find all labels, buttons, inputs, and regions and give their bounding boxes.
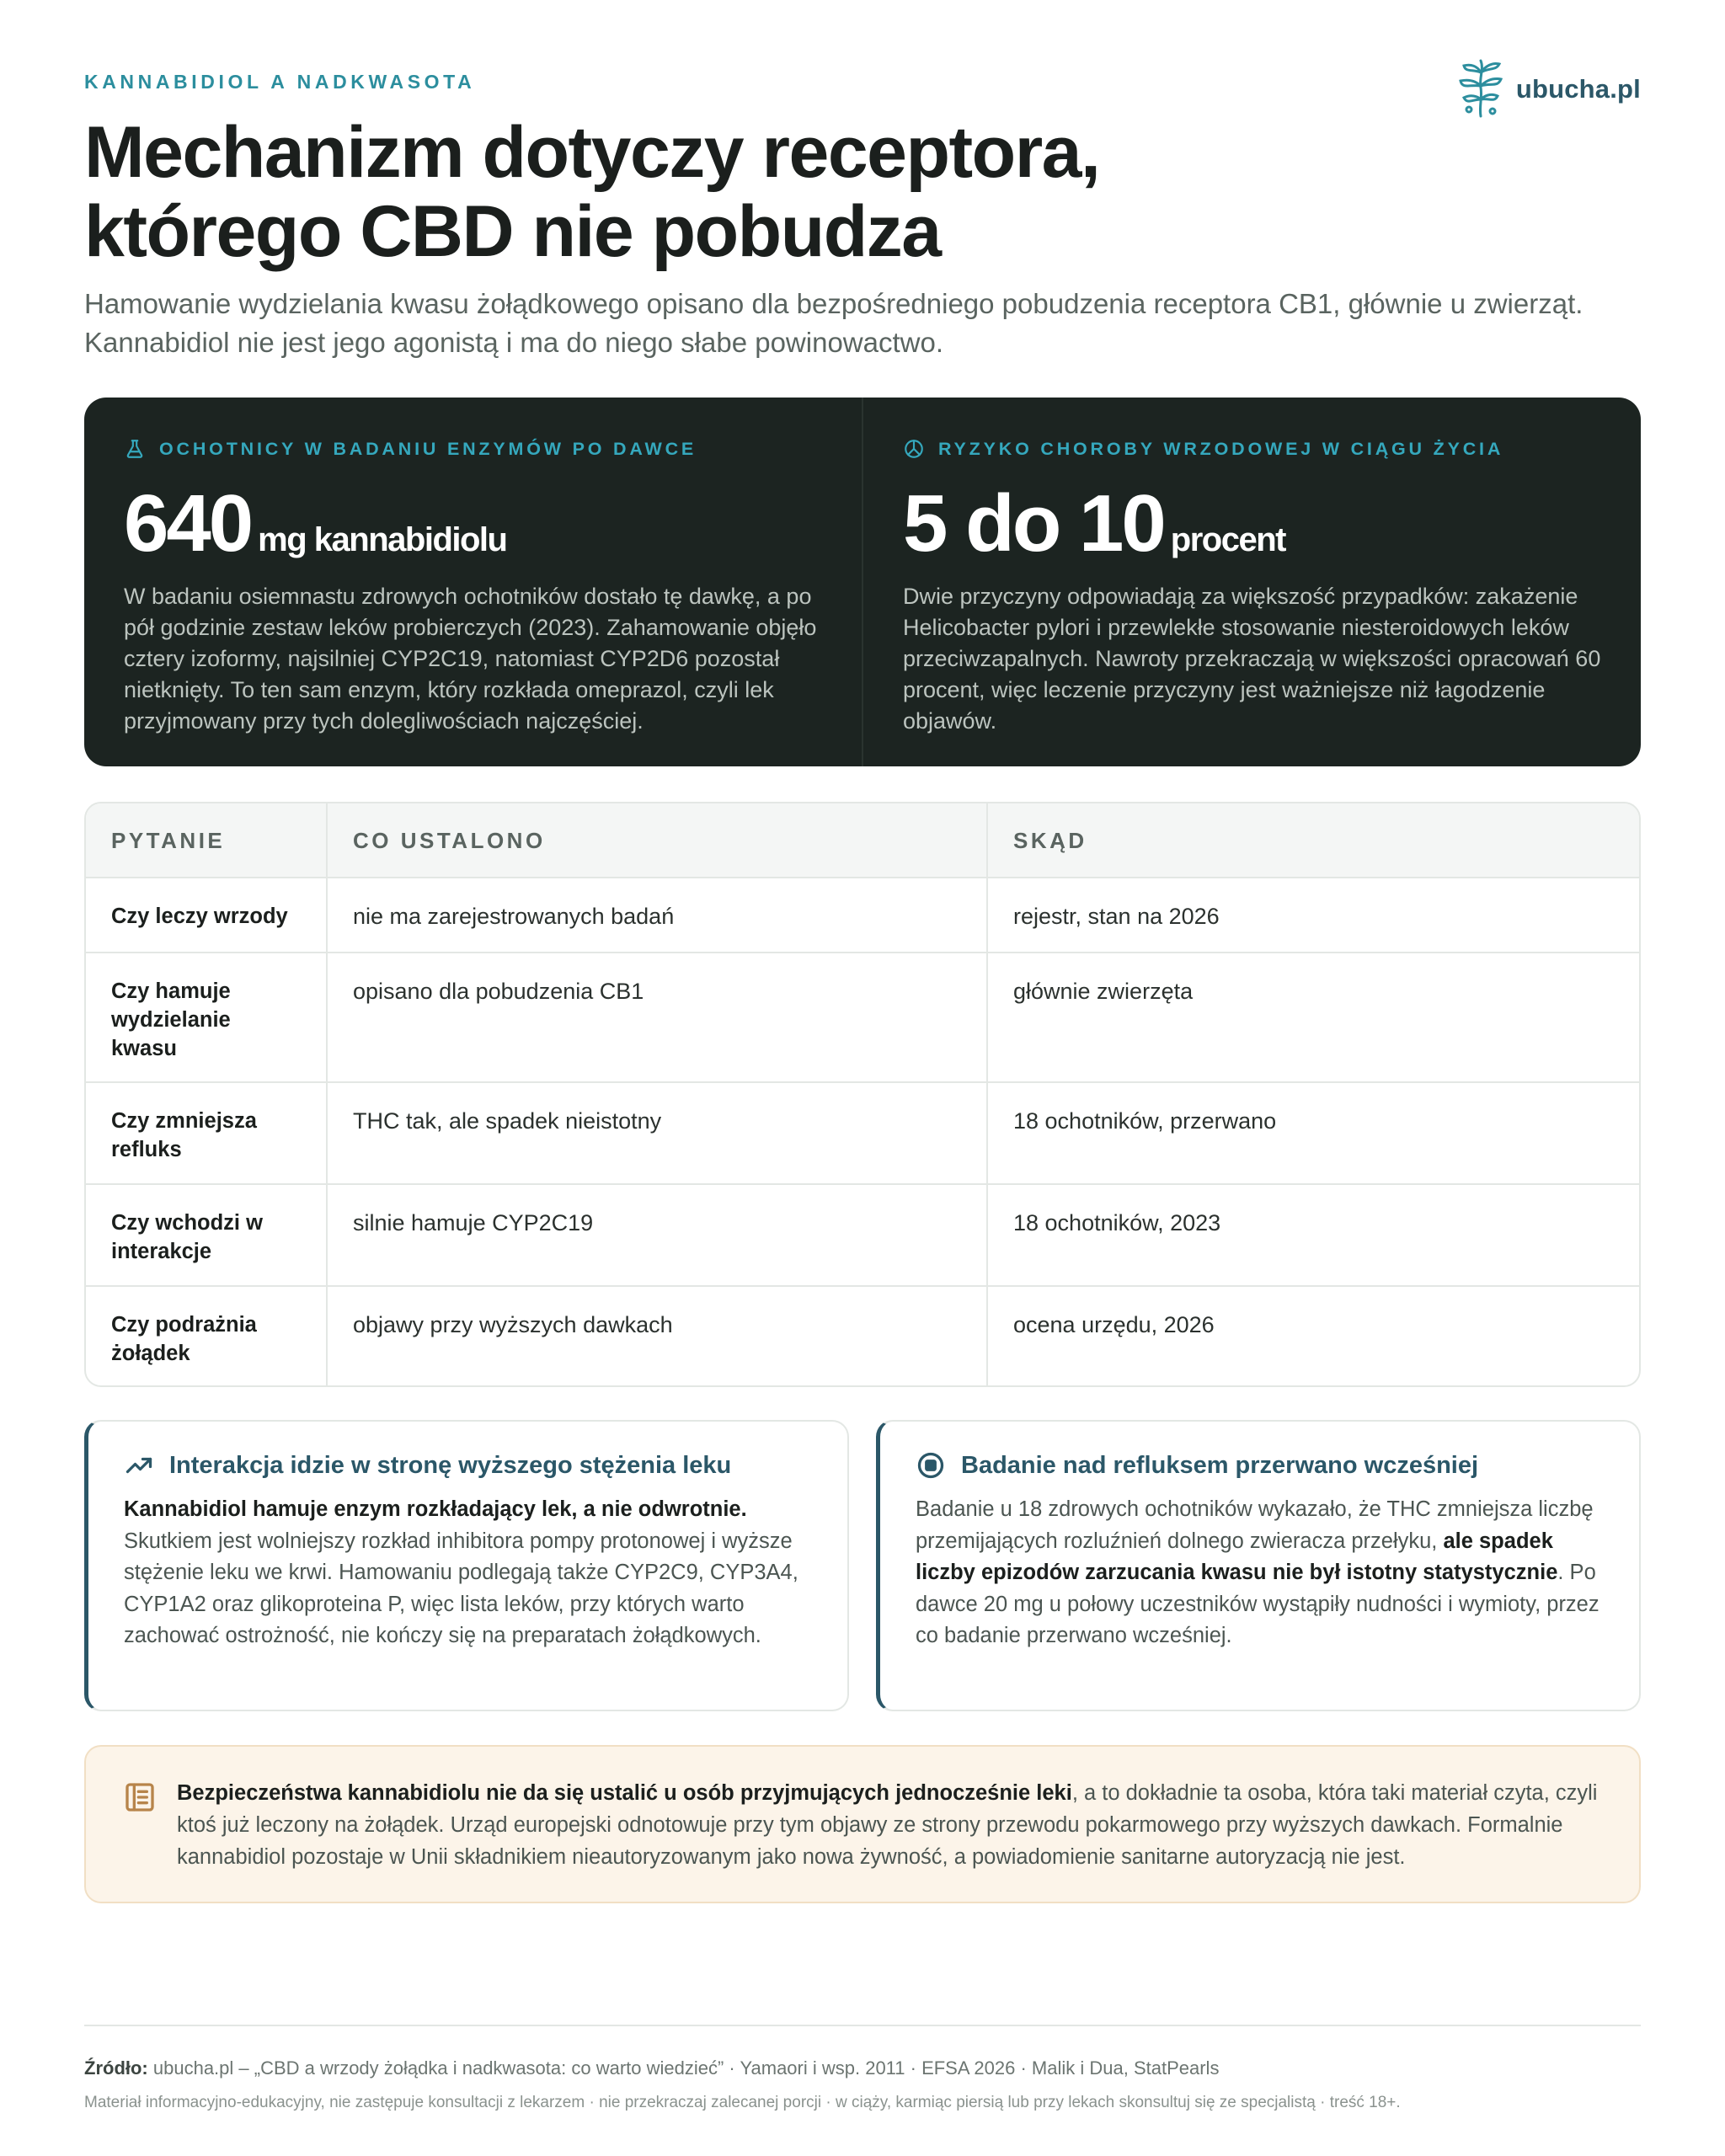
stat-dose-description: W badaniu osiemnastu zdrowych ochotników dostało tę dawkę, a po pół godzinie zestaw leków probierczych (2023). Zahamowanie objęło cztery izoformy, najsilniej CYP2C19, natomiast CYP2D6 pozostał nietknięty. To ten sam enzym, który rozkłada omeprazol, czyli lek przyjmowany przy tych dolegliwościach najczęściej. <box>124 584 817 734</box>
table-cell-question: Czy leczy wrzody <box>86 878 328 952</box>
table-row <box>86 952 1639 1081</box>
stat-risk-value <box>903 478 1602 568</box>
stat-dose <box>84 398 862 766</box>
brand-logo-link[interactable] <box>1457 57 1641 121</box>
stat-dose-label-text: OCHOTNICY W BADANIU ENZYMÓW PO DAWCE <box>159 438 697 459</box>
table-row <box>86 1183 1639 1285</box>
table-header-finding: CO USTALONO <box>328 803 988 877</box>
callout-reflux <box>876 1420 1641 1711</box>
page-subtitle: Hamowanie wydzielania kwasu żołądkowego opisano dla bezpośredniego pobudzenia receptora CB1, głównie u zwierząt. Kannabidiol nie jest jego agonistą i ma do niego słabe powinowactwo. <box>84 288 1583 358</box>
stat-risk-unit: procent <box>1170 521 1285 558</box>
stop-circle-icon <box>916 1450 946 1481</box>
trending-up-icon <box>124 1450 154 1481</box>
table-cell-source: głównie zwierzęta <box>1013 979 1194 1004</box>
table-cell-source: rejestr, stan na 2026 <box>1013 904 1220 929</box>
callout-interaction-title <box>124 1450 814 1481</box>
table-cell-source: 18 ochotników, przerwano <box>1013 1108 1277 1134</box>
table-cell-finding: silnie hamuje CYP2C19 <box>328 1185 988 1285</box>
source-line <box>84 2057 1219 2079</box>
callout-reflux-title <box>916 1450 1605 1481</box>
safety-note-body: , a to dokładnie ta osoba, która taki materiał czyta, czyli ktoś już leczony na żołądek. Urząd europejski odnotowuje przy tym objawy ze strony przewodu pokarmowego przy wyższych dawkach. Formalnie kannabidiol pozostaje w Unii składnikiem nieautoryzowanym jako nowa żywność, a powiadomienie sanitarne autoryzacją nie jest. <box>177 1781 1598 1869</box>
eyebrow-label: KANNABIDIOL A NADKWASOTA <box>84 71 476 93</box>
callout-interaction-text <box>124 1494 814 1652</box>
table-row <box>86 1081 1639 1183</box>
pie-chart-icon <box>903 438 925 460</box>
callout-interaction <box>84 1420 849 1711</box>
page-title <box>84 113 1348 271</box>
safety-note-text <box>177 1777 1602 1902</box>
infographic-page <box>84 0 1641 2156</box>
title-line-2: którego CBD nie pobudza <box>84 191 941 272</box>
table-cell-question: Czy zmniejsza refluks <box>86 1083 328 1183</box>
table-row <box>86 877 1639 952</box>
source-text: ubucha.pl – „CBD a wrzody żołądka i nadkwasota: co warto wiedzieć” · Yamaori i wsp. 2011 · EFSA 2026 · Malik i Dua, StatPearls <box>147 2057 1220 2079</box>
callout-reflux-body-start: Badanie u 18 zdrowych ochotników wykazało, że THC zmniejsza liczbę przemijających rozluźnień dolnego zwieracza przełyku, <box>916 1497 1594 1553</box>
stat-risk-number: 5 do 10 <box>903 478 1164 568</box>
table-cell-source: ocena urzędu, 2026 <box>1013 1312 1215 1337</box>
callout-reflux-body-end: . Po dawce 20 mg u połowy uczestników wystąpiły nudności i wymioty, przez co badanie przerwano wcześniej. <box>916 1561 1599 1647</box>
disclaimer: Materiał informacyjno-edukacyjny, nie zastępuje konsultacji z lekarzem · nie przekraczaj zalecanej porcji · w ciąży, karmiąc piersią lub przy lekach skonsultuj się ze specjalistą · treść 18+. <box>84 2094 1401 2111</box>
flask-icon <box>124 438 146 460</box>
table-cell-question: Czy wchodzi w interakcje <box>86 1185 328 1285</box>
callout-reflux-title-text: Badanie nad refluksem przerwano wcześniej <box>961 1451 1479 1479</box>
table-cell-source: 18 ochotników, 2023 <box>1013 1210 1221 1235</box>
table-row <box>86 1285 1639 1385</box>
title-line-1: Mechanizm dotyczy receptora, <box>84 112 1100 193</box>
table-cell-question: Czy podrażnia żołądek <box>86 1287 328 1385</box>
source-label: Źródło: <box>84 2057 148 2079</box>
callout-interaction-body: Skutkiem jest wolniejszy rozkład inhibitora pompy protonowej i wyższe stężenie leku we krwi. Hamowaniu podlegają także CYP2C9, CYP3A4, CYP1A2 oraz glikoproteina P, więc lista leków, przy których warto zachować ostrożność, nie kończy się na preparatach żołądkowych. <box>124 1529 798 1647</box>
safety-note <box>84 1745 1641 1903</box>
callout-reflux-text <box>916 1494 1605 1652</box>
table-cell-finding: nie ma zarejestrowanych badań <box>328 878 988 952</box>
brand-name: ubucha.pl <box>1515 74 1641 104</box>
brand-logo-icon <box>1457 57 1504 121</box>
table-header-source: SKĄD <box>1013 827 1087 853</box>
table-cell-finding: opisano dla pobudzenia CB1 <box>328 953 988 1081</box>
table-header-question: PYTANIE <box>86 803 328 877</box>
safety-note-lead: Bezpieczeństwa kannabidiolu nie da się ustalić u osób przyjmujących jednocześnie leki <box>177 1781 1072 1805</box>
stats-panel <box>84 398 1641 766</box>
findings-table <box>84 802 1641 1387</box>
stat-risk-description: Dwie przyczyny odpowiadają za większość przypadków: zakażenie Helicobacter pylori i przewlekłe stosowanie niesteroidowych leków przeciwzapalnych. Nawroty przekraczają w większości opracowań 60 procent, więc leczenie przyczyny jest ważniejsze niż łagodzenie objawów. <box>903 584 1601 734</box>
callout-interaction-title-text: Interakcja idzie w stronę wyższego stężenia leku <box>169 1451 732 1479</box>
table-cell-question: Czy hamuje wydzielanie kwasu <box>86 953 328 1081</box>
table-cell-finding: objawy przy wyższych dawkach <box>328 1287 988 1385</box>
callout-cards <box>84 1420 1641 1711</box>
stat-risk-label-text: RYZYKO CHOROBY WRZODOWEJ W CIĄGU ŻYCIA <box>938 438 1504 459</box>
table-header-row <box>86 803 1639 877</box>
footer-divider <box>84 2025 1641 2026</box>
table-cell-finding: THC tak, ale spadek nieistotny <box>328 1083 988 1183</box>
stat-risk <box>862 398 1641 766</box>
stat-dose-number: 640 <box>124 478 252 568</box>
stat-dose-unit: mg kannabidiolu <box>258 521 507 558</box>
callout-interaction-lead: Kannabidiol hamuje enzym rozkładający lek, a nie odwrotnie. <box>124 1497 747 1521</box>
callout-reflux-emphasis: ale spadek liczby epizodów zarzucania kwasu nie był istotny statystycznie <box>916 1529 1558 1584</box>
stat-dose-value <box>124 478 823 568</box>
stat-dose-label <box>124 438 823 460</box>
stat-risk-label <box>903 438 1602 460</box>
document-icon <box>123 1780 157 1814</box>
